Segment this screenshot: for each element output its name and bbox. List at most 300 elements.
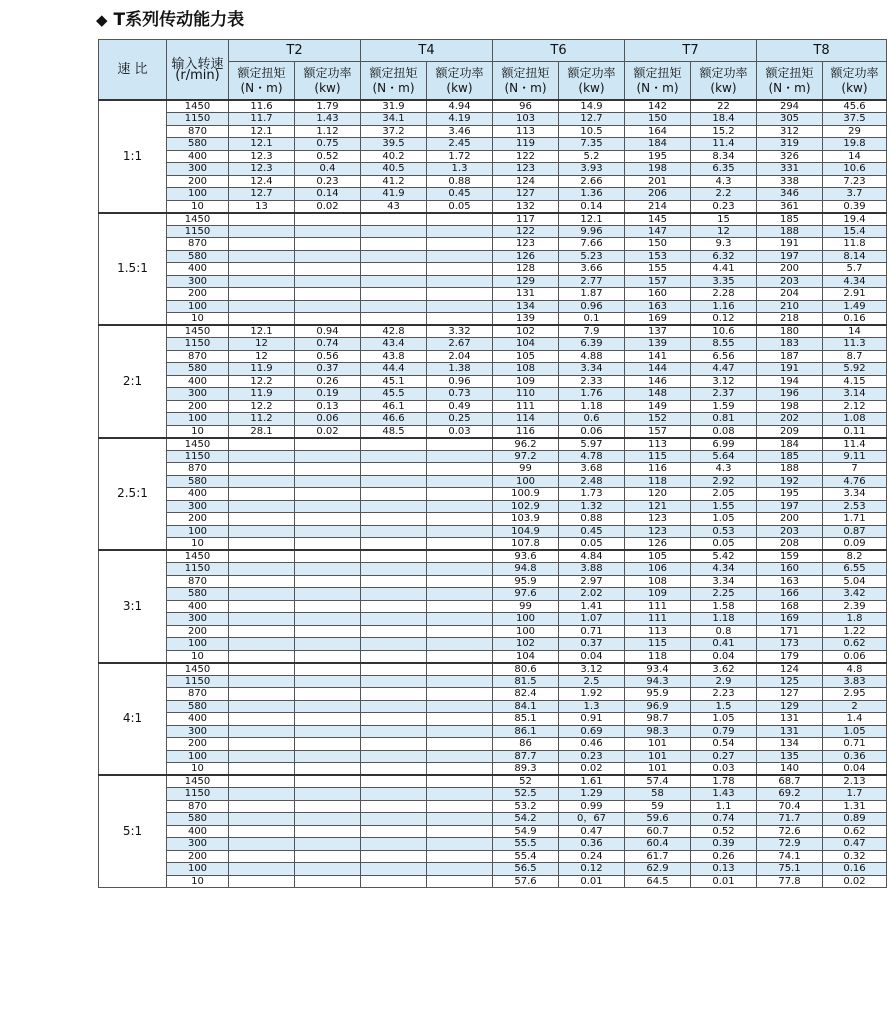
value-cell: 119 (493, 138, 559, 151)
value-cell: 169 (625, 313, 691, 326)
table-body (99, 100, 887, 888)
value-cell (427, 725, 493, 738)
value-cell: 123 (625, 513, 691, 526)
table-row (99, 575, 887, 588)
value-cell: 128 (493, 263, 559, 276)
value-cell: 9.96 (559, 225, 625, 238)
value-cell: 1.78 (691, 775, 757, 788)
value-cell: 1.22 (823, 625, 887, 638)
value-cell: 305 (757, 113, 823, 126)
value-cell: 0.02 (559, 763, 625, 776)
value-cell: 0.81 (691, 413, 757, 426)
value-cell (361, 288, 427, 301)
rated-torque-header: 额定扭矩 (N・m) (229, 62, 295, 101)
value-cell: 2.91 (823, 288, 887, 301)
value-cell (361, 650, 427, 663)
value-cell: 3.34 (559, 363, 625, 376)
value-cell: 1.12 (295, 125, 361, 138)
value-cell: 5.64 (691, 450, 757, 463)
value-cell: 97.2 (493, 450, 559, 463)
value-cell: 0.71 (823, 738, 887, 751)
value-cell: 0.91 (559, 713, 625, 726)
table-row (99, 738, 887, 751)
value-cell: 137 (625, 325, 691, 338)
value-cell: 14 (823, 325, 887, 338)
value-cell (229, 238, 295, 251)
speed-cell: 200 (167, 738, 229, 751)
value-cell: 129 (757, 700, 823, 713)
value-cell: 146 (625, 375, 691, 388)
value-cell (295, 463, 361, 476)
value-cell: 127 (493, 188, 559, 201)
value-cell: 58 (625, 788, 691, 801)
value-cell (229, 775, 295, 788)
value-cell: 104 (493, 650, 559, 663)
value-cell: 0.71 (559, 625, 625, 638)
value-cell: 1.38 (427, 363, 493, 376)
value-cell (295, 263, 361, 276)
speed-cell: 1150 (167, 450, 229, 463)
value-cell: 2.66 (559, 175, 625, 188)
value-cell (361, 675, 427, 688)
table-row (99, 250, 887, 263)
value-cell: 12.7 (559, 113, 625, 126)
value-cell: 1.36 (559, 188, 625, 201)
value-cell (229, 700, 295, 713)
value-cell: 84.1 (493, 700, 559, 713)
value-cell: 198 (625, 163, 691, 176)
value-cell (229, 625, 295, 638)
speed-cell: 400 (167, 375, 229, 388)
value-cell: 198 (757, 400, 823, 413)
value-cell: 59.6 (625, 813, 691, 826)
value-cell (361, 513, 427, 526)
value-cell (229, 763, 295, 776)
value-cell (229, 800, 295, 813)
value-cell: 60.7 (625, 825, 691, 838)
value-cell: 11.8 (823, 238, 887, 251)
speed-cell: 1150 (167, 338, 229, 351)
ratio-cell: 2:1 (99, 325, 167, 438)
speed-cell: 870 (167, 125, 229, 138)
ratio-cell: 1.5:1 (99, 213, 167, 326)
value-cell (295, 763, 361, 776)
transmission-capacity-table (98, 39, 887, 888)
value-cell: 1.3 (427, 163, 493, 176)
table-row (99, 513, 887, 526)
value-cell: 0.19 (295, 388, 361, 401)
value-cell (361, 663, 427, 676)
value-cell: 0.73 (427, 388, 493, 401)
value-cell (295, 863, 361, 876)
table-row (99, 475, 887, 488)
value-cell: 44.4 (361, 363, 427, 376)
table-row (99, 300, 887, 313)
value-cell (295, 600, 361, 613)
value-cell (295, 825, 361, 838)
value-cell: 197 (757, 250, 823, 263)
value-cell: 2.39 (823, 600, 887, 613)
value-cell (295, 688, 361, 701)
speed-cell: 300 (167, 613, 229, 626)
value-cell (427, 563, 493, 576)
value-cell: 7.35 (559, 138, 625, 151)
value-cell: 95.9 (625, 688, 691, 701)
value-cell: 157 (625, 425, 691, 438)
value-cell (361, 750, 427, 763)
value-cell (427, 763, 493, 776)
value-cell: 93.4 (625, 663, 691, 676)
value-cell (427, 675, 493, 688)
value-cell (229, 613, 295, 626)
value-cell (361, 213, 427, 226)
value-cell: 45.6 (823, 100, 887, 113)
value-cell: 107.8 (493, 538, 559, 551)
speed-cell: 100 (167, 188, 229, 201)
value-cell: 2.95 (823, 688, 887, 701)
value-cell: 108 (493, 363, 559, 376)
table-row (99, 388, 887, 401)
value-cell (229, 575, 295, 588)
value-cell: 3.34 (691, 575, 757, 588)
value-cell: 139 (493, 313, 559, 326)
value-cell: 0.26 (691, 850, 757, 863)
value-cell: 197 (757, 500, 823, 513)
value-cell (427, 875, 493, 888)
value-cell: 7.66 (559, 238, 625, 251)
value-cell: 11.4 (691, 138, 757, 151)
value-cell: 2.9 (691, 675, 757, 688)
value-cell: 104.9 (493, 525, 559, 538)
value-cell: 4.19 (427, 113, 493, 126)
value-cell: 4.8 (823, 663, 887, 676)
value-cell: 200 (757, 513, 823, 526)
value-cell: 132 (493, 200, 559, 213)
value-cell: 1.61 (559, 775, 625, 788)
value-cell: 0.06 (559, 425, 625, 438)
value-cell (361, 625, 427, 638)
value-cell: 191 (757, 363, 823, 376)
speed-cell: 1150 (167, 563, 229, 576)
value-cell (427, 850, 493, 863)
value-cell: 294 (757, 100, 823, 113)
value-cell: 4.34 (691, 563, 757, 576)
value-cell: 209 (757, 425, 823, 438)
value-cell: 2.05 (691, 488, 757, 501)
value-cell (361, 850, 427, 863)
value-cell (295, 588, 361, 601)
value-cell: 2.13 (823, 775, 887, 788)
value-cell (229, 550, 295, 563)
table-row (99, 638, 887, 651)
value-cell: 1.32 (559, 500, 625, 513)
value-cell: 5.92 (823, 363, 887, 376)
value-cell (427, 638, 493, 651)
value-cell: 42.8 (361, 325, 427, 338)
value-cell: 70.4 (757, 800, 823, 813)
value-cell (295, 513, 361, 526)
value-cell (361, 300, 427, 313)
table-row (99, 463, 887, 476)
value-cell: 1.92 (559, 688, 625, 701)
value-cell: 195 (757, 488, 823, 501)
diamond-bullet-icon: ◆ (96, 11, 108, 29)
value-cell (295, 313, 361, 326)
value-cell: 12.2 (229, 400, 295, 413)
value-cell: 149 (625, 400, 691, 413)
value-cell: 2.92 (691, 475, 757, 488)
value-cell: 61.7 (625, 850, 691, 863)
value-cell: 0.32 (823, 850, 887, 863)
value-cell (427, 800, 493, 813)
value-cell: 3.68 (559, 463, 625, 476)
value-cell: 116 (625, 463, 691, 476)
value-cell (361, 550, 427, 563)
value-cell: 312 (757, 125, 823, 138)
value-cell: 6.99 (691, 438, 757, 451)
value-cell: 31.9 (361, 100, 427, 113)
value-cell (229, 638, 295, 651)
value-cell: 1.72 (427, 150, 493, 163)
speed-cell: 1150 (167, 113, 229, 126)
value-cell: 2.5 (559, 675, 625, 688)
value-cell (361, 438, 427, 451)
value-cell: 0.06 (295, 413, 361, 426)
value-cell: 0.39 (823, 200, 887, 213)
value-cell (295, 713, 361, 726)
value-cell: 160 (625, 288, 691, 301)
value-cell (427, 538, 493, 551)
table-header (99, 40, 887, 101)
value-cell (361, 638, 427, 651)
value-cell: 125 (757, 675, 823, 688)
value-cell: 5.2 (559, 150, 625, 163)
table-row (99, 425, 887, 438)
value-cell: 122 (493, 225, 559, 238)
value-cell: 3.83 (823, 675, 887, 688)
value-cell: 2 (823, 700, 887, 713)
speed-cell: 1450 (167, 663, 229, 676)
value-cell: 183 (757, 338, 823, 351)
value-cell: 142 (625, 100, 691, 113)
speed-cell: 100 (167, 525, 229, 538)
value-cell: 9.3 (691, 238, 757, 251)
value-cell: 53.2 (493, 800, 559, 813)
value-cell (229, 850, 295, 863)
speed-cell: 100 (167, 638, 229, 651)
value-cell (361, 863, 427, 876)
value-cell: 0.99 (559, 800, 625, 813)
value-cell: 12.2 (229, 375, 295, 388)
value-cell: 0.37 (295, 363, 361, 376)
value-cell: 140 (757, 763, 823, 776)
value-cell: 131 (757, 725, 823, 738)
ratio-header: 速 比 (99, 40, 167, 101)
speed-cell: 10 (167, 875, 229, 888)
value-cell: 0.05 (427, 200, 493, 213)
value-cell (361, 238, 427, 251)
value-cell: 111 (625, 600, 691, 613)
value-cell (295, 675, 361, 688)
value-cell: 2.2 (691, 188, 757, 201)
value-cell (295, 850, 361, 863)
table-row (99, 675, 887, 688)
value-cell (361, 800, 427, 813)
value-cell: 1.49 (823, 300, 887, 313)
value-cell (361, 813, 427, 826)
table-row (99, 688, 887, 701)
speed-cell: 300 (167, 163, 229, 176)
value-cell: 55.4 (493, 850, 559, 863)
value-cell (229, 663, 295, 676)
value-cell: 101 (625, 763, 691, 776)
value-cell: 12.1 (559, 213, 625, 226)
value-cell: 8.34 (691, 150, 757, 163)
value-cell: 12.1 (229, 125, 295, 138)
value-cell: 6.56 (691, 350, 757, 363)
value-cell: 99 (493, 463, 559, 476)
value-cell: 0.26 (295, 375, 361, 388)
value-cell: 134 (493, 300, 559, 313)
value-cell (361, 275, 427, 288)
value-cell: 0.12 (559, 863, 625, 876)
value-cell: 0.69 (559, 725, 625, 738)
value-cell: 0.04 (823, 763, 887, 776)
value-cell: 0.6 (559, 413, 625, 426)
value-cell: 1.43 (295, 113, 361, 126)
value-cell: 0.04 (559, 650, 625, 663)
speed-cell: 1450 (167, 325, 229, 338)
value-cell (361, 588, 427, 601)
value-cell: 0.16 (823, 313, 887, 326)
value-cell: 55.5 (493, 838, 559, 851)
value-cell (229, 513, 295, 526)
value-cell: 1.41 (559, 600, 625, 613)
value-cell (229, 288, 295, 301)
table-row (99, 125, 887, 138)
value-cell: 2.23 (691, 688, 757, 701)
value-cell: 0.45 (427, 188, 493, 201)
value-cell: 4.88 (559, 350, 625, 363)
value-cell: 1.05 (691, 513, 757, 526)
value-cell: 206 (625, 188, 691, 201)
value-cell: 1.3 (559, 700, 625, 713)
value-cell (229, 813, 295, 826)
value-cell: 0.13 (691, 863, 757, 876)
value-cell (427, 700, 493, 713)
value-cell: 41.9 (361, 188, 427, 201)
value-cell: 164 (625, 125, 691, 138)
table-row (99, 713, 887, 726)
value-cell (361, 475, 427, 488)
value-cell: 0.52 (295, 150, 361, 163)
table-row (99, 875, 887, 888)
value-cell: 102 (493, 325, 559, 338)
value-cell: 46.1 (361, 400, 427, 413)
value-cell: 64.5 (625, 875, 691, 888)
value-cell: 59 (625, 800, 691, 813)
speed-cell: 100 (167, 863, 229, 876)
value-cell: 2.48 (559, 475, 625, 488)
value-cell: 11.9 (229, 363, 295, 376)
value-cell (295, 500, 361, 513)
value-cell: 121 (625, 500, 691, 513)
value-cell: 0.02 (295, 425, 361, 438)
value-cell: 144 (625, 363, 691, 376)
speed-cell: 10 (167, 425, 229, 438)
value-cell (427, 288, 493, 301)
value-cell: 0.02 (295, 200, 361, 213)
ratio-cell: 1:1 (99, 100, 167, 213)
table-row (99, 413, 887, 426)
title-text: T系列传动能力表 (113, 10, 245, 30)
value-cell: 3.62 (691, 663, 757, 676)
value-cell: 124 (757, 663, 823, 676)
value-cell: 99 (493, 600, 559, 613)
value-cell (361, 488, 427, 501)
table-row (99, 550, 887, 563)
value-cell: 3.14 (823, 388, 887, 401)
table-row (99, 700, 887, 713)
value-cell: 166 (757, 588, 823, 601)
value-cell (295, 738, 361, 751)
value-cell (229, 525, 295, 538)
value-cell: 0.96 (427, 375, 493, 388)
speed-cell: 200 (167, 625, 229, 638)
table-row (99, 725, 887, 738)
value-cell: 75.1 (757, 863, 823, 876)
value-cell: 100 (493, 475, 559, 488)
value-cell (295, 288, 361, 301)
value-cell (427, 550, 493, 563)
table-row (99, 263, 887, 276)
value-cell (361, 313, 427, 326)
value-cell (295, 225, 361, 238)
value-cell: 11.6 (229, 100, 295, 113)
value-cell: 100 (493, 625, 559, 638)
value-cell: 56.5 (493, 863, 559, 876)
value-cell: 109 (493, 375, 559, 388)
speed-cell: 200 (167, 513, 229, 526)
value-cell (229, 688, 295, 701)
value-cell: 0.56 (295, 350, 361, 363)
value-cell: 3.12 (691, 375, 757, 388)
value-cell: 111 (493, 400, 559, 413)
value-cell: 0.06 (823, 650, 887, 663)
model-header-t2: T2 (229, 40, 361, 62)
value-cell: 203 (757, 275, 823, 288)
value-cell (361, 263, 427, 276)
value-cell: 15.4 (823, 225, 887, 238)
value-cell (295, 700, 361, 713)
value-cell: 1.08 (823, 413, 887, 426)
rated-torque-header: 额定扭矩 (N・m) (757, 62, 823, 101)
value-cell: 113 (625, 438, 691, 451)
value-cell: 104 (493, 338, 559, 351)
value-cell (295, 550, 361, 563)
value-cell (295, 563, 361, 576)
value-cell: 12.3 (229, 150, 295, 163)
value-cell (229, 475, 295, 488)
value-cell: 0.36 (823, 750, 887, 763)
value-cell: 1.5 (691, 700, 757, 713)
value-cell: 12.3 (229, 163, 295, 176)
value-cell (427, 313, 493, 326)
ratio-cell: 5:1 (99, 775, 167, 888)
value-cell: 4.78 (559, 450, 625, 463)
value-cell: 118 (625, 650, 691, 663)
value-cell: 163 (757, 575, 823, 588)
